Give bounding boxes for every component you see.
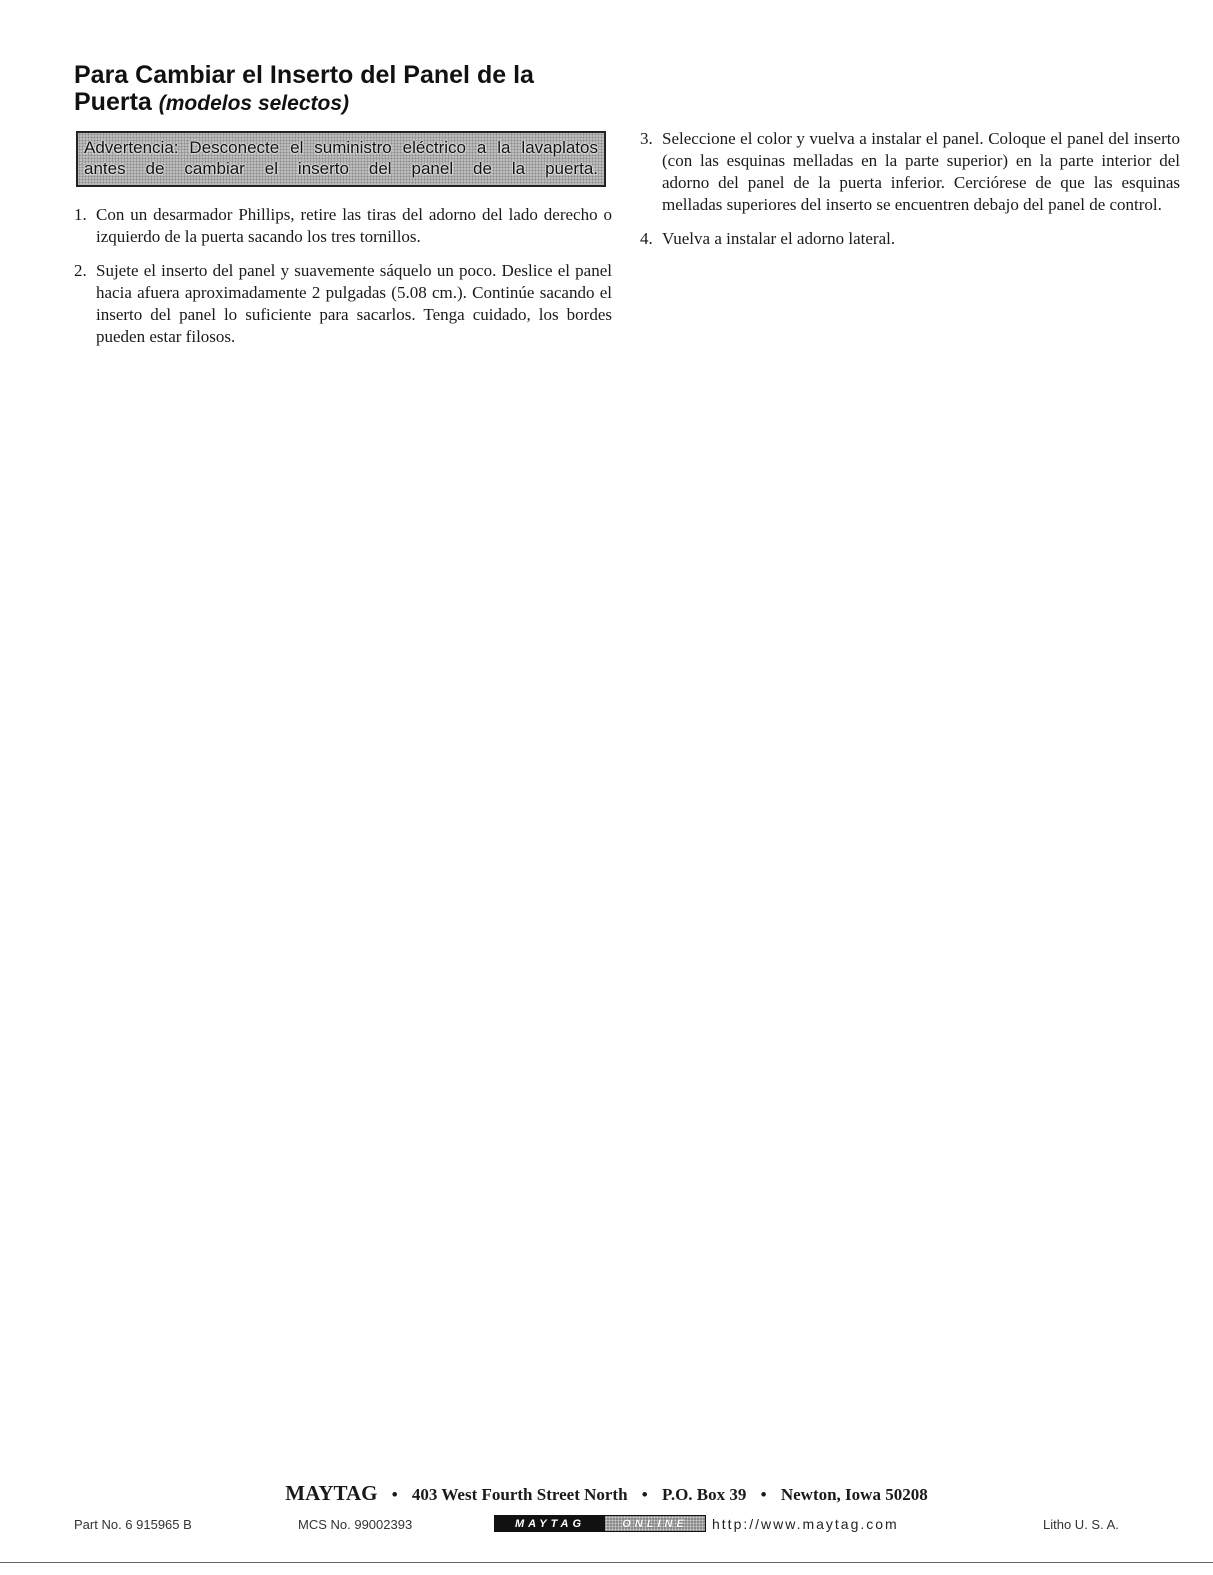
step-text: Sujete el inserto del panel y suavemente sáquelo un poco. Deslice el panel hacia afuera aproximadamente 2 pulgadas (5.08 cm.). Continúe sacando el inserto del panel lo suficiente para sacarlos. Tenga cuidado, los bordes pueden estar filosos. — [96, 261, 612, 346]
page-title — [74, 62, 612, 117]
title-main: Para Cambiar el Inserto del Panel de la Puerta — [74, 61, 534, 116]
part-number: Part No. 6 915965 B — [74, 1517, 192, 1532]
footer-street: 403 West Fourth Street North — [411, 1485, 628, 1504]
footer-bullet: • — [641, 1485, 648, 1504]
steps-list-right — [640, 128, 1180, 250]
title-subtitle: (modelos selectos) — [158, 92, 349, 115]
logo-brand: MAYTAG — [495, 1516, 605, 1531]
step-number: 2. — [74, 261, 87, 280]
step-number: 1. — [74, 205, 87, 224]
step-item — [74, 260, 612, 348]
website-url[interactable]: http://www.maytag.com — [712, 1516, 899, 1532]
bottom-divider — [0, 1562, 1213, 1563]
step-number: 4. — [640, 229, 653, 248]
footer-city: Newton, Iowa 50208 — [780, 1485, 928, 1504]
step-text: Vuelva a instalar el adorno lateral. — [662, 229, 896, 248]
footer-bullet: • — [391, 1485, 398, 1504]
mcs-number: MCS No. 99002393 — [298, 1517, 413, 1532]
right-column — [640, 128, 1180, 262]
step-item — [74, 204, 612, 248]
step-number: 3. — [640, 129, 653, 148]
footer-address-line — [0, 1481, 1213, 1506]
step-item — [640, 228, 1180, 250]
footer-po-box: P.O. Box 39 — [662, 1485, 747, 1504]
steps-list-left — [74, 204, 612, 348]
footer-brand: MAYTAG — [285, 1481, 378, 1505]
logo-online: ONLINE — [605, 1516, 705, 1531]
warning-box: Advertencia: Desconecte el suministro eléctrico a la lavaplatos antes de cambiar el inserto del panel de la puerta. — [76, 131, 606, 187]
litho-label: Litho U. S. A. — [1043, 1517, 1119, 1532]
step-text: Seleccione el color y vuelva a instalar el panel. Coloque el panel del inserto (con las esquinas melladas en la parte superior) en la parte interior del adorno del panel de la puerta inferior. Cerciórese de que las esquinas melladas superiores del inserto se encuentren debajo del panel de control. — [662, 129, 1180, 214]
step-item — [640, 128, 1180, 216]
step-text: Con un desarmador Phillips, retire las tiras del adorno del lado derecho o izquierdo de la puerta sacando los tres tornillos. — [96, 205, 612, 246]
maytag-online-logo — [494, 1515, 706, 1532]
left-column — [74, 62, 612, 360]
footer-bullet: • — [760, 1485, 767, 1504]
